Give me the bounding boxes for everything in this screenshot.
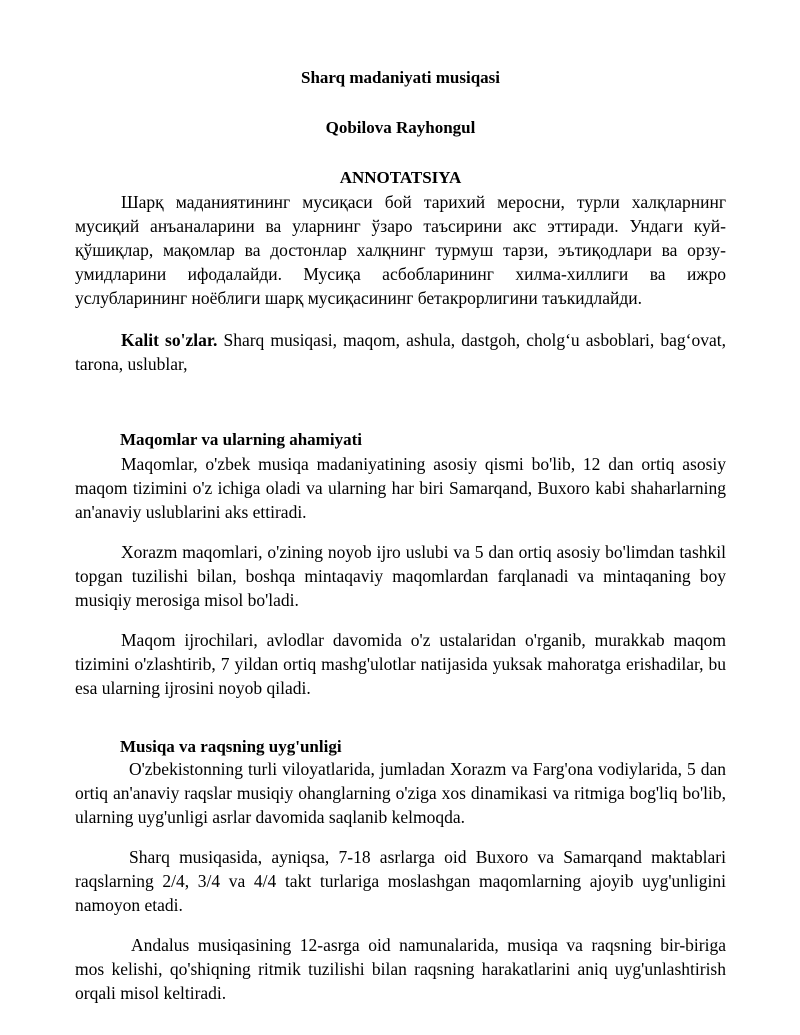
section1-paragraph-2 — [75, 540, 726, 612]
annotation-block — [75, 190, 726, 310]
keywords-paragraph — [75, 328, 726, 376]
section2-paragraph-3 — [75, 933, 726, 1005]
paragraph: Sharq musiqasida, ayniqsa, 7-18 asrlarga oid Buxoro va Samarqand maktablari raqslarning 2/4, 3/4 va 4/4 takt turlariga moslashgan maqomlarning ajoyib uyg'unligini namoyon etadi. — [75, 847, 726, 915]
keywords-text: Sharq musiqasi, maqom, ashula, dastgoh, cholg‘u asboblari, bag‘ovat, tarona, uslublar, — [75, 330, 726, 374]
paragraph: Xorazm maqomlari, o'zining noyob ijro uslubi va 5 dan ortiq asosiy bo'limdan tashkil topgan tuzilishi bilan, boshqa mintaqaviy maqomlardan farqlanadi va mintaqaning boy musiqiy merosiga misol bo'ladi. — [75, 542, 726, 610]
paragraph: Maqom ijrochilari, avlodlar davomida o'z ustalaridan o'rganib, murakkab maqom tizimini o'zlashtirib, 7 yildan ortiq mashg'ulotlar natijasida yuksak mahoratga erishadilar, bu esa ularning ijrosini noyob qiladi. — [75, 630, 726, 698]
paragraph: Andalus musiqasining 12-asrga oid namunalarida, musiqa va raqsning bir-biriga mos kelishi, qo'shiqning ritmik tuzilishi bilan raqsning harakatlarini aniq uyg'unlashtirish orqali misol keltiradi. — [75, 935, 726, 1003]
keywords-label: Kalit so'zlar. — [121, 330, 218, 350]
document-title: Sharq madaniyati musiqasi — [300, 68, 501, 87]
keywords-block — [75, 328, 726, 376]
section2-paragraph-1 — [75, 757, 726, 829]
paragraph: O'zbekistonning turli viloyatlarida, jumladan Xorazm va Farg'ona vodiylarida, 5 dan ortiq an'anaviy raqslar musiqiy ohanglarning o'ziga xos dinamikasi va ritmiga bog'liq bo'lib, ularning uyg'unligi asrlar davomida saqlanib kelmoqda. — [75, 759, 726, 827]
section1-paragraph-3 — [75, 628, 726, 700]
section2-paragraph-2 — [75, 845, 726, 917]
author-name: Qobilova Rayhongul — [325, 118, 476, 137]
section1-paragraph-1 — [75, 452, 726, 524]
annotation-text: Шарқ маданиятининг мусиқаси бой тарихий меросни, турли халқларнинг мусиқий анъаналарини ва уларнинг ўзаро таъсирини акс эттиради. Ундаги куй-қўшиқлар, мақомлар ва достонлар халқнинг турмуш тарзи, эътиқодлари ва орзу-умидларини ифодалайди. Мусиқа асбобларининг хилма-хиллиги ва ижро услубларининг ноёблиги шарқ мусиқасининг бетакрорлигини таъкидлайди. — [75, 192, 726, 308]
paragraph: Maqomlar, o'zbek musiqa madaniyatining asosiy qismi bo'lib, 12 dan ortiq asosiy maqom tizimini o'z ichiga oladi va ularning har biri Samarqand, Buxoro kabi shaharlarning an'anaviy uslublarini aks ettiradi. — [75, 454, 726, 522]
section-heading-musiqa-raqs: Musiqa va raqsning uyg'unligi — [120, 737, 342, 756]
section-heading-maqomlar: Maqomlar va ularning ahamiyati — [120, 430, 362, 449]
annotation-heading: ANNOTATSIYA — [339, 168, 462, 187]
